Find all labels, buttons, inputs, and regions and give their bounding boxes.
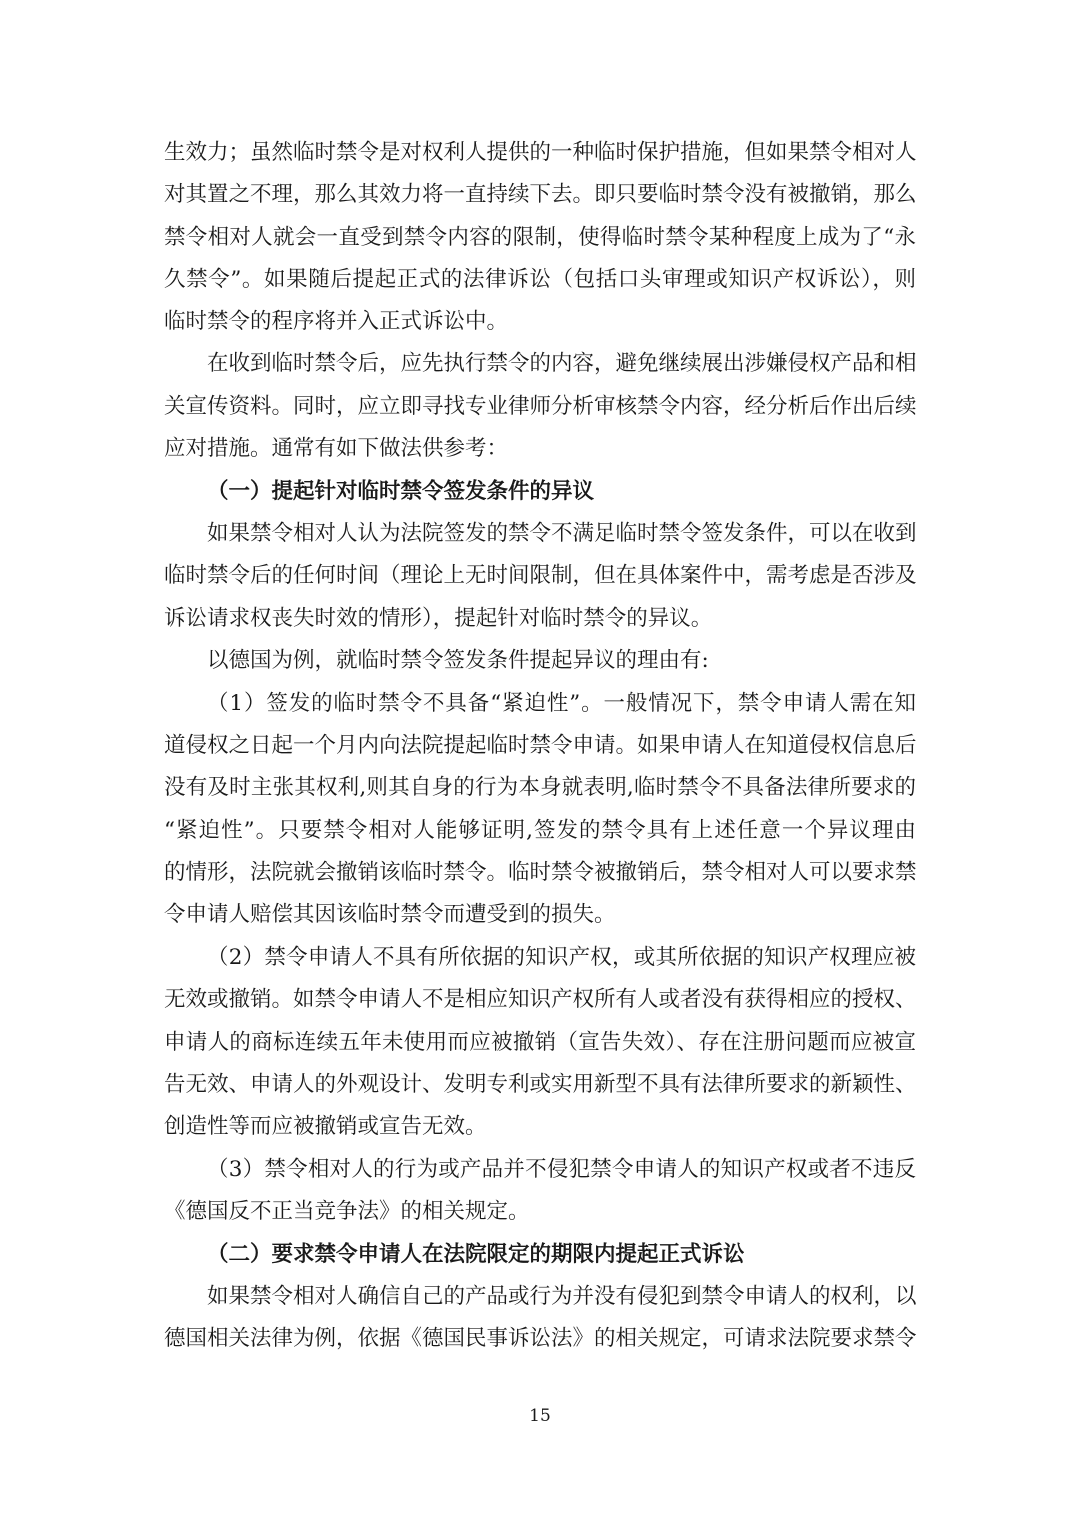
paragraph-line: 对其置之不理，那么其效力将一直持续下去。即只要临时禁令没有被撤销，那么 (164, 182, 917, 207)
paragraph-line: 临时禁令后的任何时间（理论上无时间限制，但在具体案件中，需考虑是否涉及 (164, 563, 917, 588)
paragraph-line: （2）禁令申请人不具有所依据的知识产权，或其所依据的知识产权理应被 (207, 945, 916, 970)
paragraph-line: 道侵权之日起一个月内向法院提起临时禁令申请。如果申请人在知道侵权信息后 (164, 733, 917, 758)
paragraph-line: 应对措施。通常有如下做法供参考： (164, 436, 509, 461)
paragraph-line: 关宣传资料。同时，应立即寻找专业律师分析审核禁令内容，经分析后作出后续 (164, 394, 917, 419)
paragraph-line: 临时禁令的程序将并入正式诉讼中。 (164, 309, 509, 334)
paragraph-line: 久禁令”。如果随后提起正式的法律诉讼（包括口头审理或知识产权诉讼），则 (164, 267, 916, 292)
page-number: 15 (529, 1406, 551, 1426)
paragraph-line: 没有及时主张其权利,则其自身的行为本身就表明,临时禁令不具备法律所要求的 (164, 775, 916, 800)
paragraph-line: （1）签发的临时禁令不具备“紧迫性”。一般情况下，禁令申请人需在知 (207, 691, 916, 716)
paragraph-line: 令申请人赔偿其因该临时禁令而遭受到的损失。 (164, 902, 616, 927)
paragraph-line: （3）禁令相对人的行为或产品并不侵犯禁令申请人的知识产权或者不违反 (207, 1157, 916, 1182)
paragraph-line: 申请人的商标连续五年未使用而应被撤销（宣告失效）、存在注册问题而应被宣 (164, 1030, 916, 1055)
paragraph-line: 在收到临时禁令后，应先执行禁令的内容，避免继续展出涉嫌侵权产品和相 (207, 351, 917, 376)
section-heading: （二）要求禁令申请人在法院限定的期限内提起正式诉讼 (207, 1242, 745, 1267)
paragraph-line: 以德国为例，就临时禁令签发条件提起异议的理由有: (207, 648, 709, 673)
paragraph-line: 无效或撤销。如禁令申请人不是相应知识产权所有人或者没有获得相应的授权、 (164, 987, 917, 1012)
paragraph-line: 禁令相对人就会一直受到禁令内容的限制，使得临时禁令某种程度上成为了“永 (164, 225, 916, 250)
paragraph-line: 如果禁令相对人确信自己的产品或行为并没有侵犯到禁令申请人的权利，以 (207, 1284, 917, 1309)
paragraph-line: 诉讼请求权丧失时效的情形），提起针对临时禁令的异议。 (164, 606, 713, 631)
paragraph-line: “紧迫性”。只要禁令相对人能够证明,签发的禁令具有上述任意一个异议理由 (164, 818, 916, 843)
paragraph-line: 如果禁令相对人认为法院签发的禁令不满足临时禁令签发条件，可以在收到 (207, 521, 917, 546)
paragraph-line: 告无效、申请人的外观设计、发明专利或实用新型不具有法律所要求的新颖性、 (164, 1072, 917, 1097)
paragraph-line: 的情形，法院就会撤销该临时禁令。临时禁令被撤销后，禁令相对人可以要求禁 (164, 860, 917, 885)
paragraph-line: 《德国反不正当竞争法》的相关规定。 (164, 1199, 530, 1224)
section-heading: （一）提起针对临时禁令签发条件的异议 (207, 479, 595, 504)
paragraph-line: 生效力；虽然临时禁令是对权利人提供的一种临时保护措施，但如果禁令相对人 (164, 140, 917, 165)
paragraph-line: 德国相关法律为例，依据《德国民事诉讼法》的相关规定，可请求法院要求禁令 (164, 1326, 917, 1351)
paragraph-line: 创造性等而应被撤销或宣告无效。 (164, 1114, 487, 1139)
